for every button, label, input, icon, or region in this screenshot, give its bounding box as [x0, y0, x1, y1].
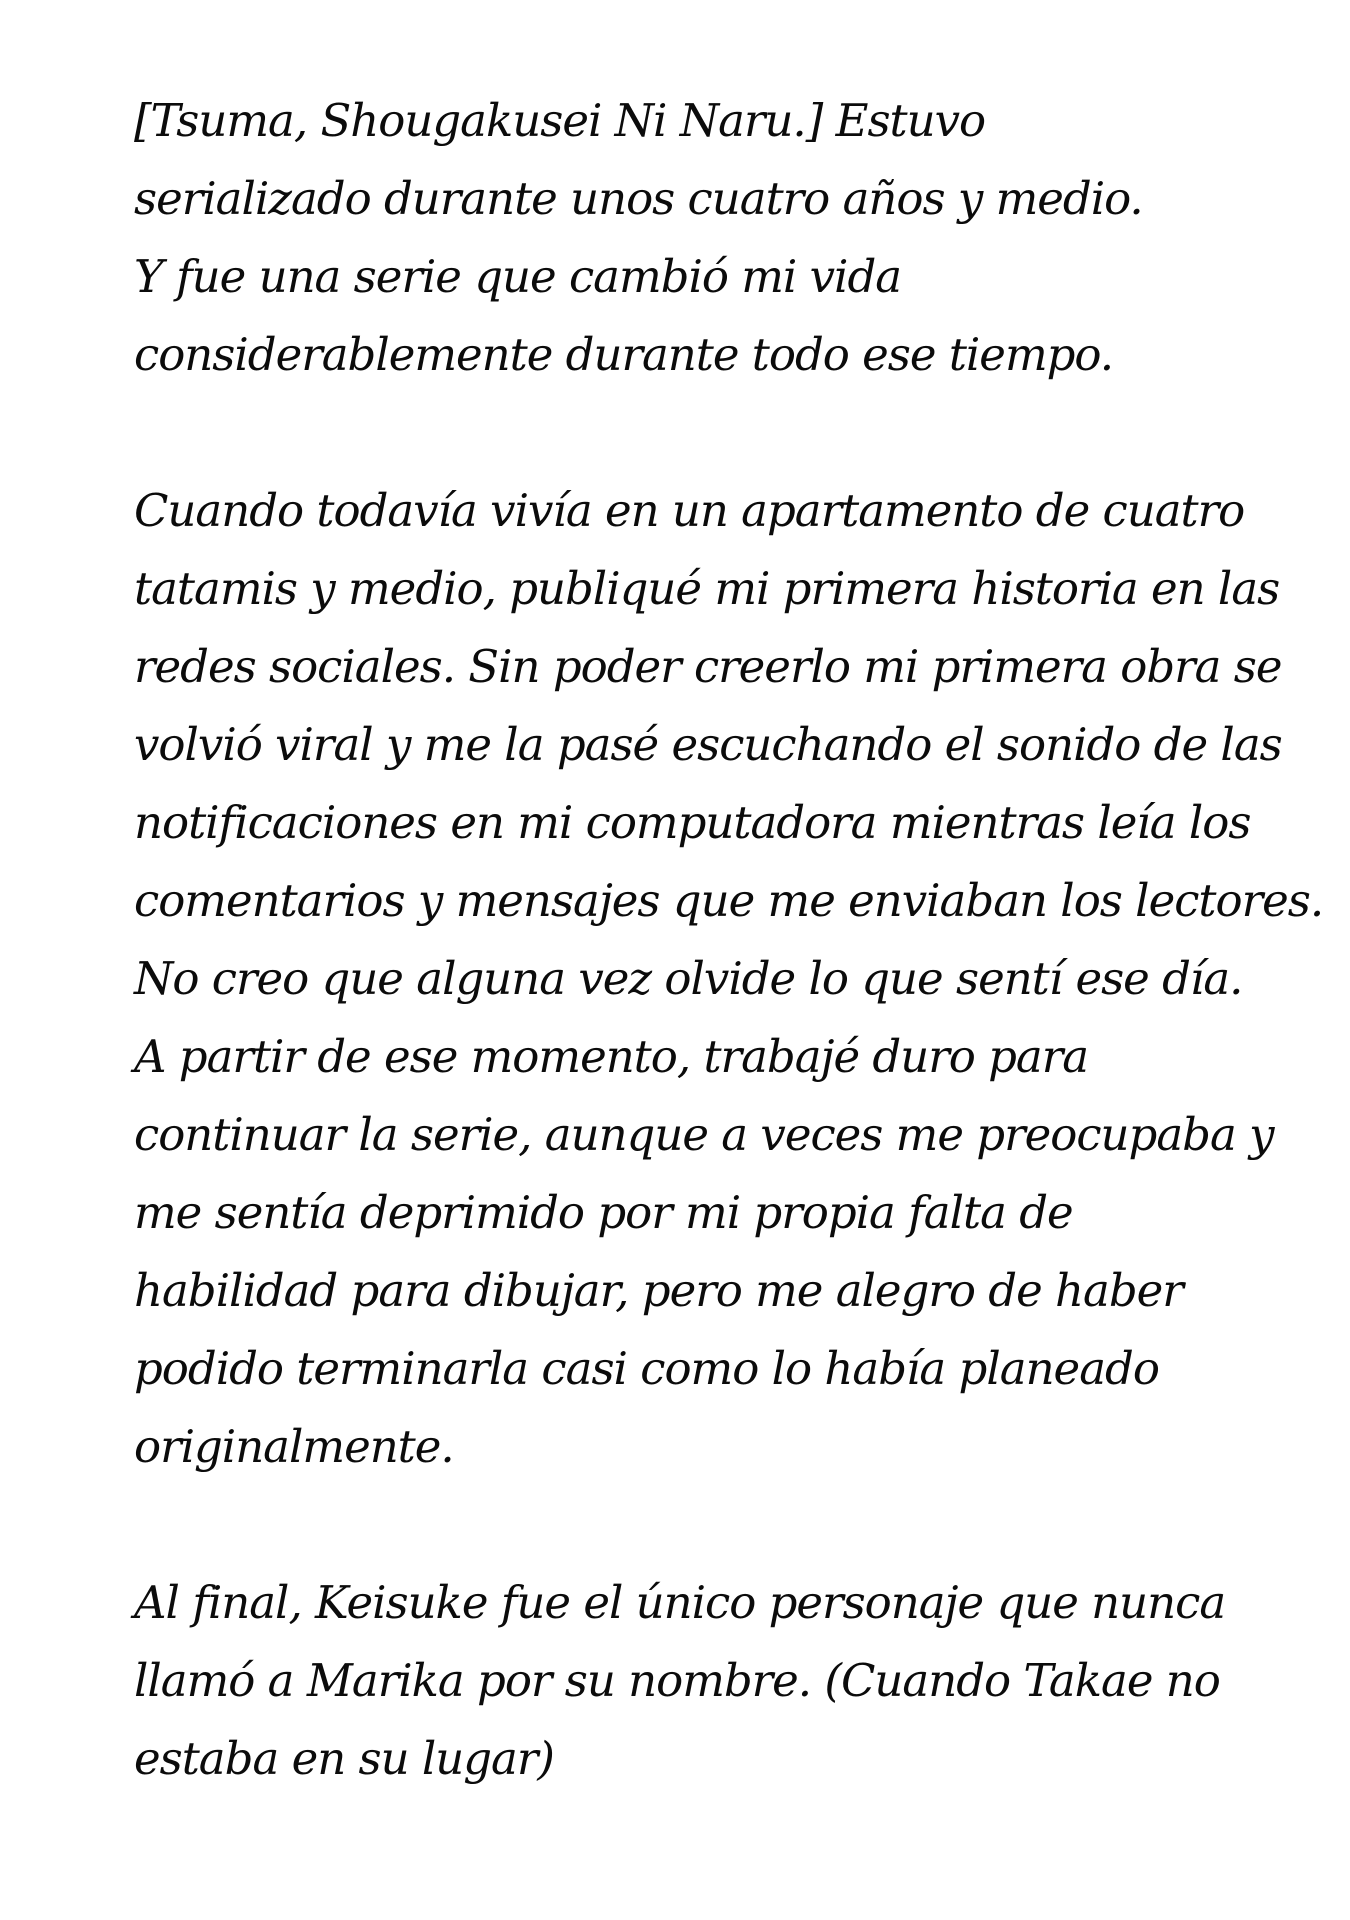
text-line: Al final, Keisuke fue el único personaje que nunca — [134, 1576, 1226, 1629]
text-line: Y fue una serie que cambió mi vida — [134, 250, 902, 303]
paragraph-2 — [134, 472, 1324, 1486]
text-line: redes sociales. Sin poder creerlo mi primera obra se — [134, 640, 1282, 693]
text-line: A partir de ese momento, trabajé duro para — [134, 1030, 1089, 1083]
text-line: tatamis y medio, publiqué mi primera historia en las — [134, 562, 1280, 615]
text-line: llamó a Marika por su nombre. (Cuando Takae no — [134, 1654, 1220, 1707]
text-line: No creo que alguna vez olvide lo que sentí ese día. — [134, 952, 1243, 1005]
text-line: considerablemente durante todo ese tiempo. — [134, 328, 1114, 381]
text-line: podido terminarla casi como lo había planeado — [134, 1342, 1159, 1395]
text-line: notificaciones en mi computadora mientras leía los — [134, 796, 1251, 849]
text-line: [Tsuma, Shougakusei Ni Naru.] Estuvo — [134, 94, 986, 147]
text-line: continuar la serie, aunque a veces me preocupaba y — [134, 1108, 1274, 1161]
text-line: estaba en su lugar) — [134, 1732, 554, 1785]
afterword-text — [134, 82, 1324, 1798]
text-line: serializado durante unos cuatro años y medio. — [134, 172, 1143, 225]
text-line: volvió viral y me la pasé escuchando el sonido de las — [134, 718, 1282, 771]
paragraph-3 — [134, 1564, 1264, 1798]
text-line: comentarios y mensajes que me enviaban los lectores. — [134, 874, 1324, 927]
text-line: me sentía deprimido por mi propia falta de — [134, 1186, 1073, 1239]
text-line: originalmente. — [134, 1420, 454, 1473]
text-line: habilidad para dibujar, pero me alegro de haber — [134, 1264, 1183, 1317]
text-line: Cuando todavía vivía en un apartamento de cuatro — [134, 484, 1245, 537]
paragraph-1 — [134, 82, 1264, 394]
